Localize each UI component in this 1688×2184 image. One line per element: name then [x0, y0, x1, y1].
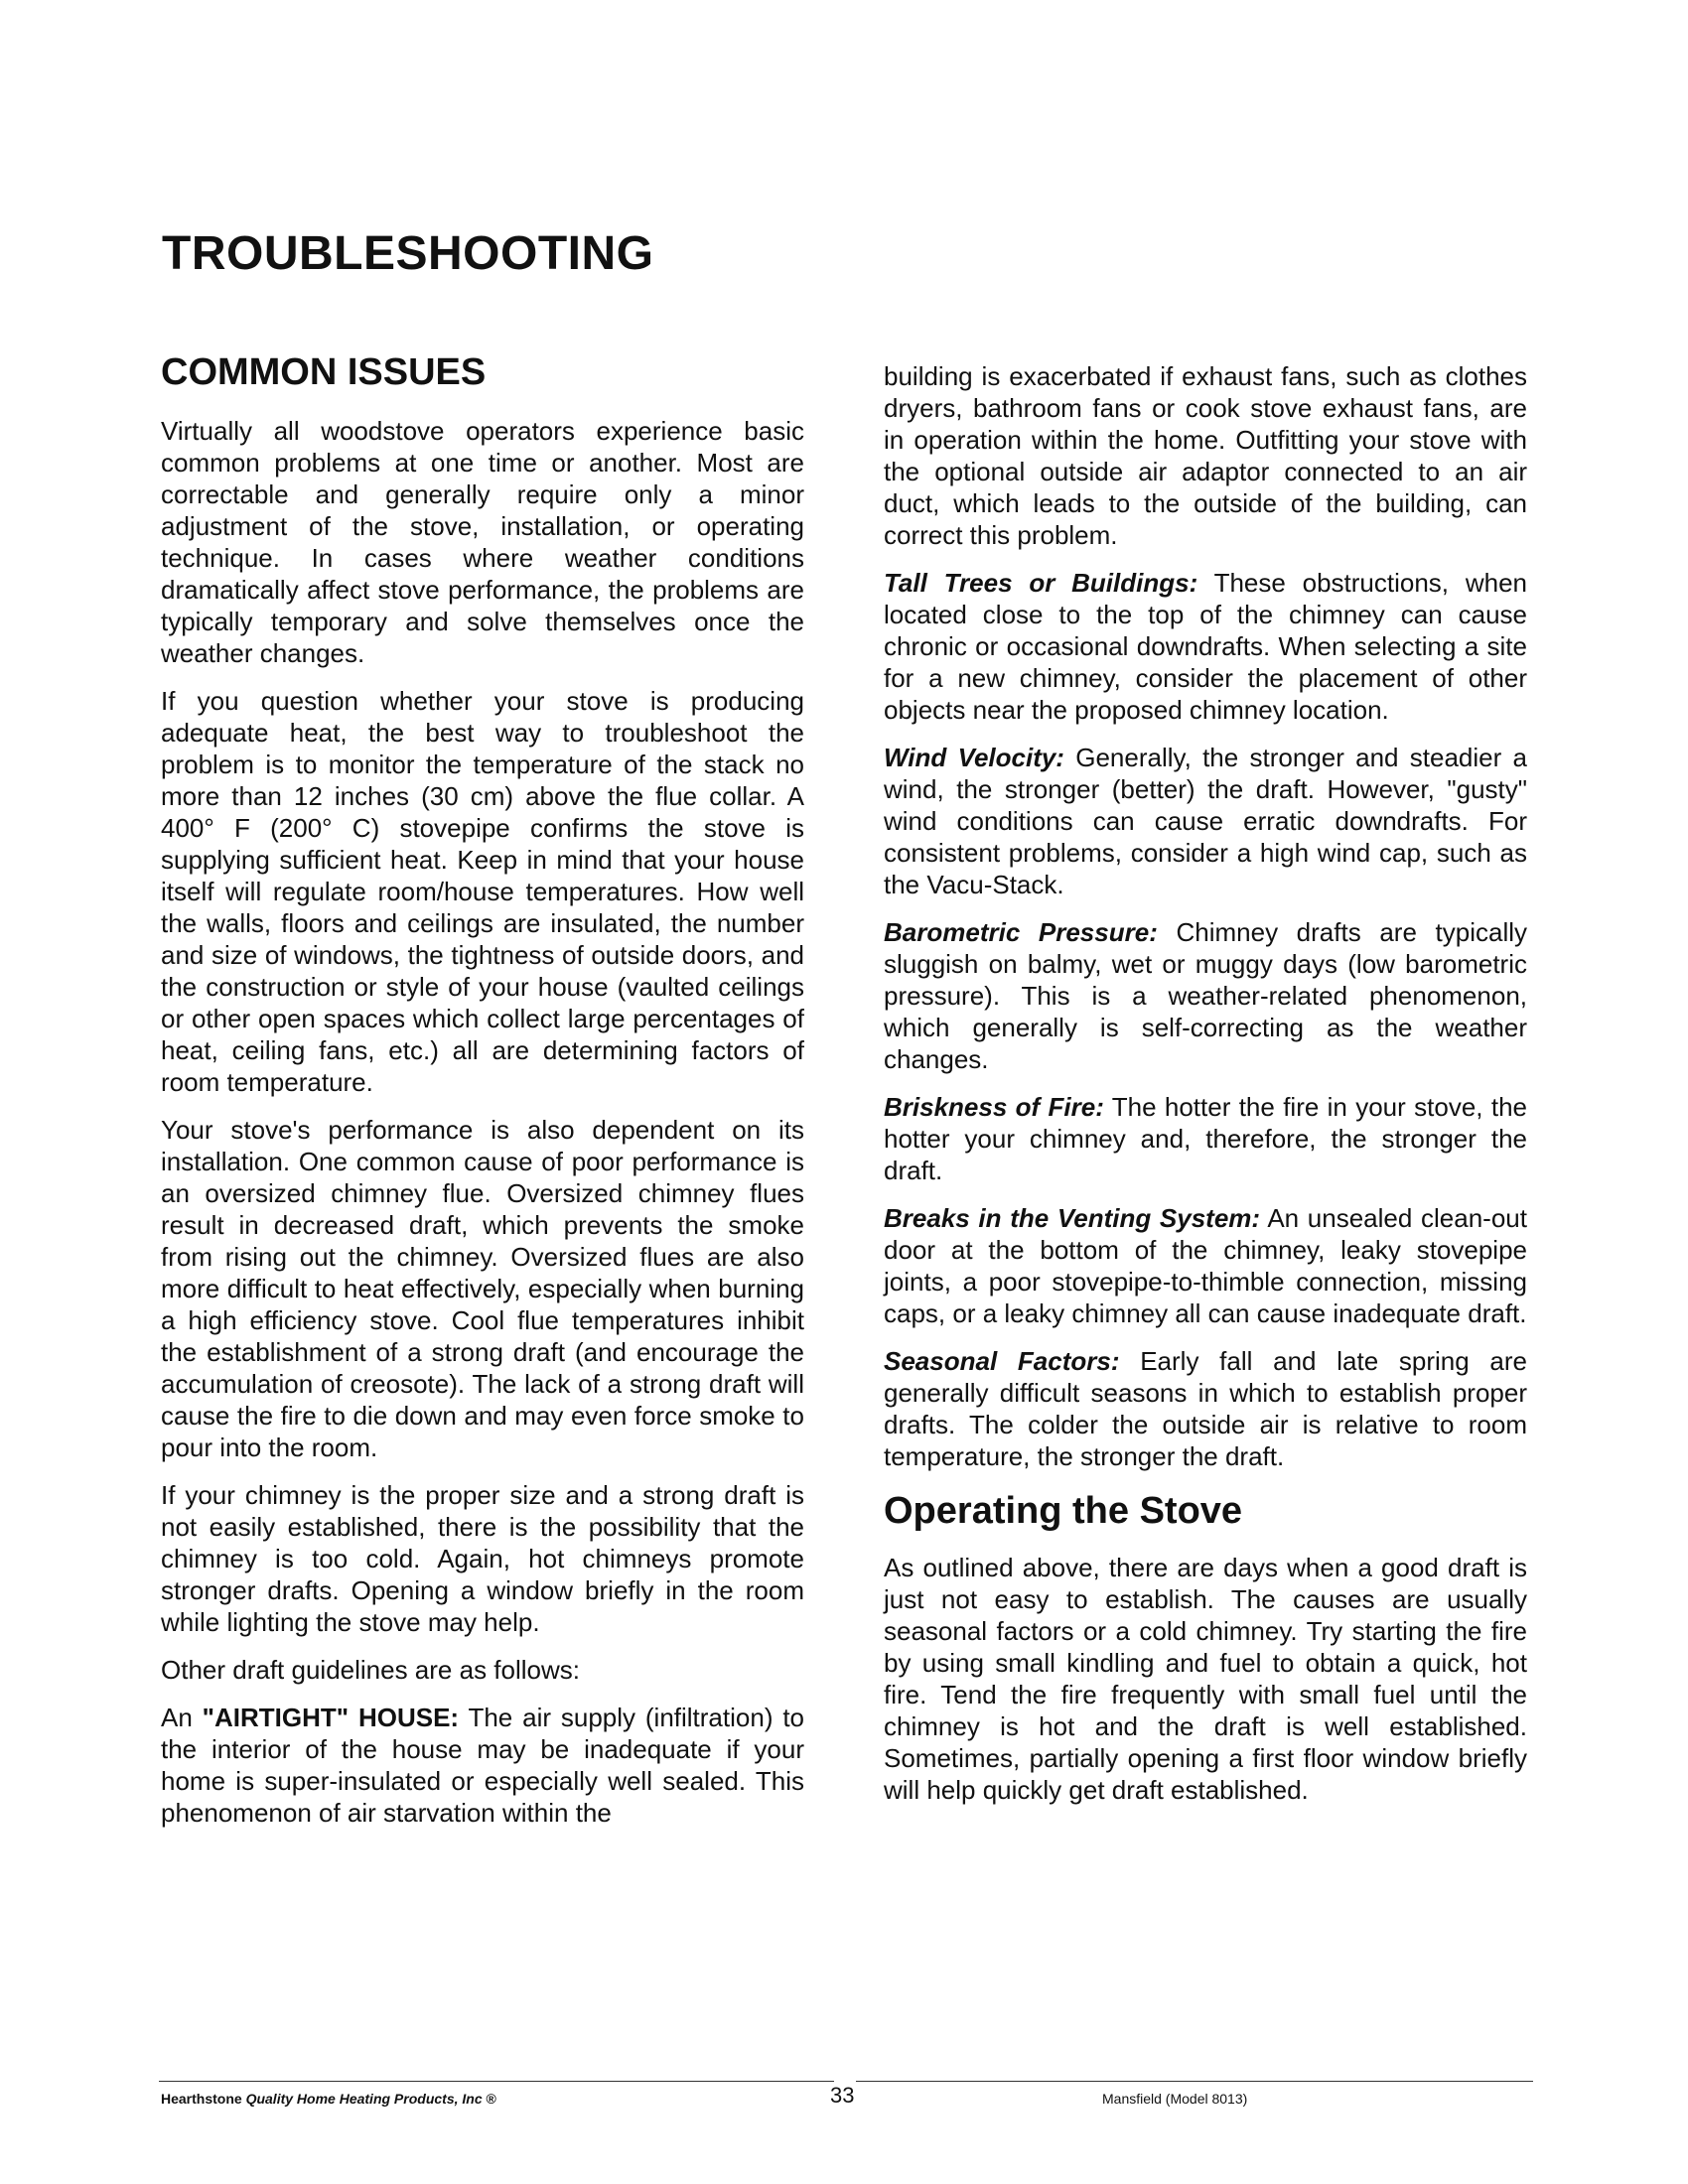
- footer-divider-left: [159, 2081, 834, 2082]
- item-term: Briskness of Fire:: [884, 1092, 1104, 1122]
- item-term: Tall Trees or Buildings:: [884, 568, 1198, 598]
- airtight-prefix: An: [161, 1703, 203, 1732]
- subheading-operating-the-stove: Operating the Stove: [884, 1490, 1243, 1532]
- item-text: Chimney drafts are typically sluggish on balmy, wet or muggy days (low barometric pressure). This is a weather-related phenomenon, which generally is self-correcting as the weather changes.: [884, 917, 1527, 1074]
- item-seasonal-factors: [884, 1345, 1527, 1472]
- item-term: Wind Velocity:: [884, 743, 1064, 772]
- paragraph-cold-chimney: If your chimney is the proper size and a strong draft is not easily established, there is the possibility that the chimney is too cold. Again, hot chimneys promote stronger drafts. Opening a window briefly in the room while lighting the stove may help.: [161, 1480, 804, 1637]
- footer-model: Mansfield (Model 8013): [1102, 2091, 1248, 2107]
- right-column: [884, 360, 1527, 1822]
- footer-divider-right: [856, 2081, 1533, 2082]
- item-text: The hotter the fire in your stove, the hotter your chimney and, therefore, the stronger the draft.: [884, 1092, 1527, 1185]
- airtight-term: "AIRTIGHT" HOUSE:: [202, 1703, 460, 1732]
- item-text: Generally, the stronger and steadier a wind, the stronger (better) the draft. However, "gusty" wind conditions can cause erratic downdrafts. For consistent problems, consider a high wind cap, such as the Vacu-Stack.: [884, 743, 1527, 899]
- footer-brand-tagline: Quality Home Heating Products, Inc: [245, 2091, 483, 2107]
- item-term: Barometric Pressure:: [884, 917, 1158, 947]
- left-column: [161, 349, 804, 1844]
- section-heading-common-issues: COMMON ISSUES: [161, 351, 487, 393]
- item-barometric-pressure: [884, 916, 1527, 1075]
- item-breaks-venting: [884, 1202, 1527, 1329]
- item-term: Seasonal Factors:: [884, 1346, 1120, 1376]
- page-title: TROUBLESHOOTING: [162, 227, 654, 280]
- footer-brand-mark: ®: [482, 2091, 496, 2107]
- item-tall-trees: [884, 567, 1527, 726]
- footer-brand: [161, 2091, 496, 2107]
- paragraph-installation: Your stove's performance is also dependent on its installation. One common cause of poor performance is an oversized chimney flue. Oversized chimney flues result in decreased draft, which prevents the smoke from rising out the chimney. Oversized flues are also more difficult to heat effectively, especially when burning a high efficiency stove. Cool flue temperatures inhibit the establishment of a strong draft (and encourage the accumulation of creosote). The lack of a strong draft will cause the fire to die down and may even force smoke to pour into the room.: [161, 1115, 804, 1462]
- paragraph-heat: If you question whether your stove is producing adequate heat, the best way to troubleshoot the problem is to monitor the temperature of the stack no more than 12 inches (30 cm) above the flue collar. A 400° F (200° C) stovepipe confirms the stove is supplying sufficient heat. Keep in mind that your house itself will regulate room/house temperatures. How well the walls, floors and ceilings are insulated, the number and size of windows, the tightness of outside doors, and the construction or style of your house (vaulted ceilings or other open spaces which collect large percentages of heat, ceiling fans, etc.) all are determining factors of room temperature.: [161, 686, 804, 1097]
- item-text: An unsealed clean-out door at the bottom of the chimney, leaky stovepipe joints, a poor stovepipe-to-thimble connection, missing caps, or a leaky chimney all can cause inadequate draft.: [884, 1203, 1527, 1328]
- paragraph-guidelines-intro: Other draft guidelines are as follows:: [161, 1655, 580, 1685]
- airtight-text: The air supply (infiltration) to the interior of the house may be inadequate if your home is super-insulated or especially well sealed. This phenomenon of air starvation within the: [161, 1703, 805, 1828]
- paragraph-airtight-continued: building is exacerbated if exhaust fans, such as clothes dryers, bathroom fans or cook stove exhaust fans, are in operation within the home. Outfitting your stove with the optional outside air adaptor connected to an air duct, which leads to the outside of the building, can correct this problem.: [884, 361, 1527, 550]
- paragraph-airtight-house: [161, 1702, 804, 1829]
- page-number: 33: [830, 2083, 855, 2108]
- footer-brand-name: Hearthstone: [161, 2091, 246, 2107]
- item-term: Breaks in the Venting System:: [884, 1203, 1261, 1233]
- item-wind-velocity: [884, 742, 1527, 900]
- item-briskness-of-fire: [884, 1091, 1527, 1186]
- item-text: These obstructions, when located close to the top of the chimney can cause chronic or occasional downdrafts. When selecting a site for a new chimney, consider the placement of other objects near the proposed chimney location.: [884, 568, 1527, 725]
- item-text: Early fall and late spring are generally difficult seasons in which to establish proper drafts. The colder the outside air is relative to room temperature, the stronger the draft.: [884, 1346, 1527, 1471]
- paragraph-intro: Virtually all woodstove operators experience basic common problems at one time or another. Most are correctable and generally require only a minor adjustment of the stove, installation, or operating technique. In cases where weather conditions dramatically affect stove performance, the problems are typically temporary and solve themselves once the weather changes.: [161, 416, 804, 668]
- paragraph-operating: As outlined above, there are days when a good draft is just not easy to establish. The causes are usually seasonal factors or a cold chimney. Try starting the fire by using small kindling and fuel to obtain a quick, hot fire. Tend the fire frequently with small fuel until the chimney is hot and the draft is well established. Sometimes, partially opening a first floor window briefly will help quickly get draft established.: [884, 1553, 1527, 1805]
